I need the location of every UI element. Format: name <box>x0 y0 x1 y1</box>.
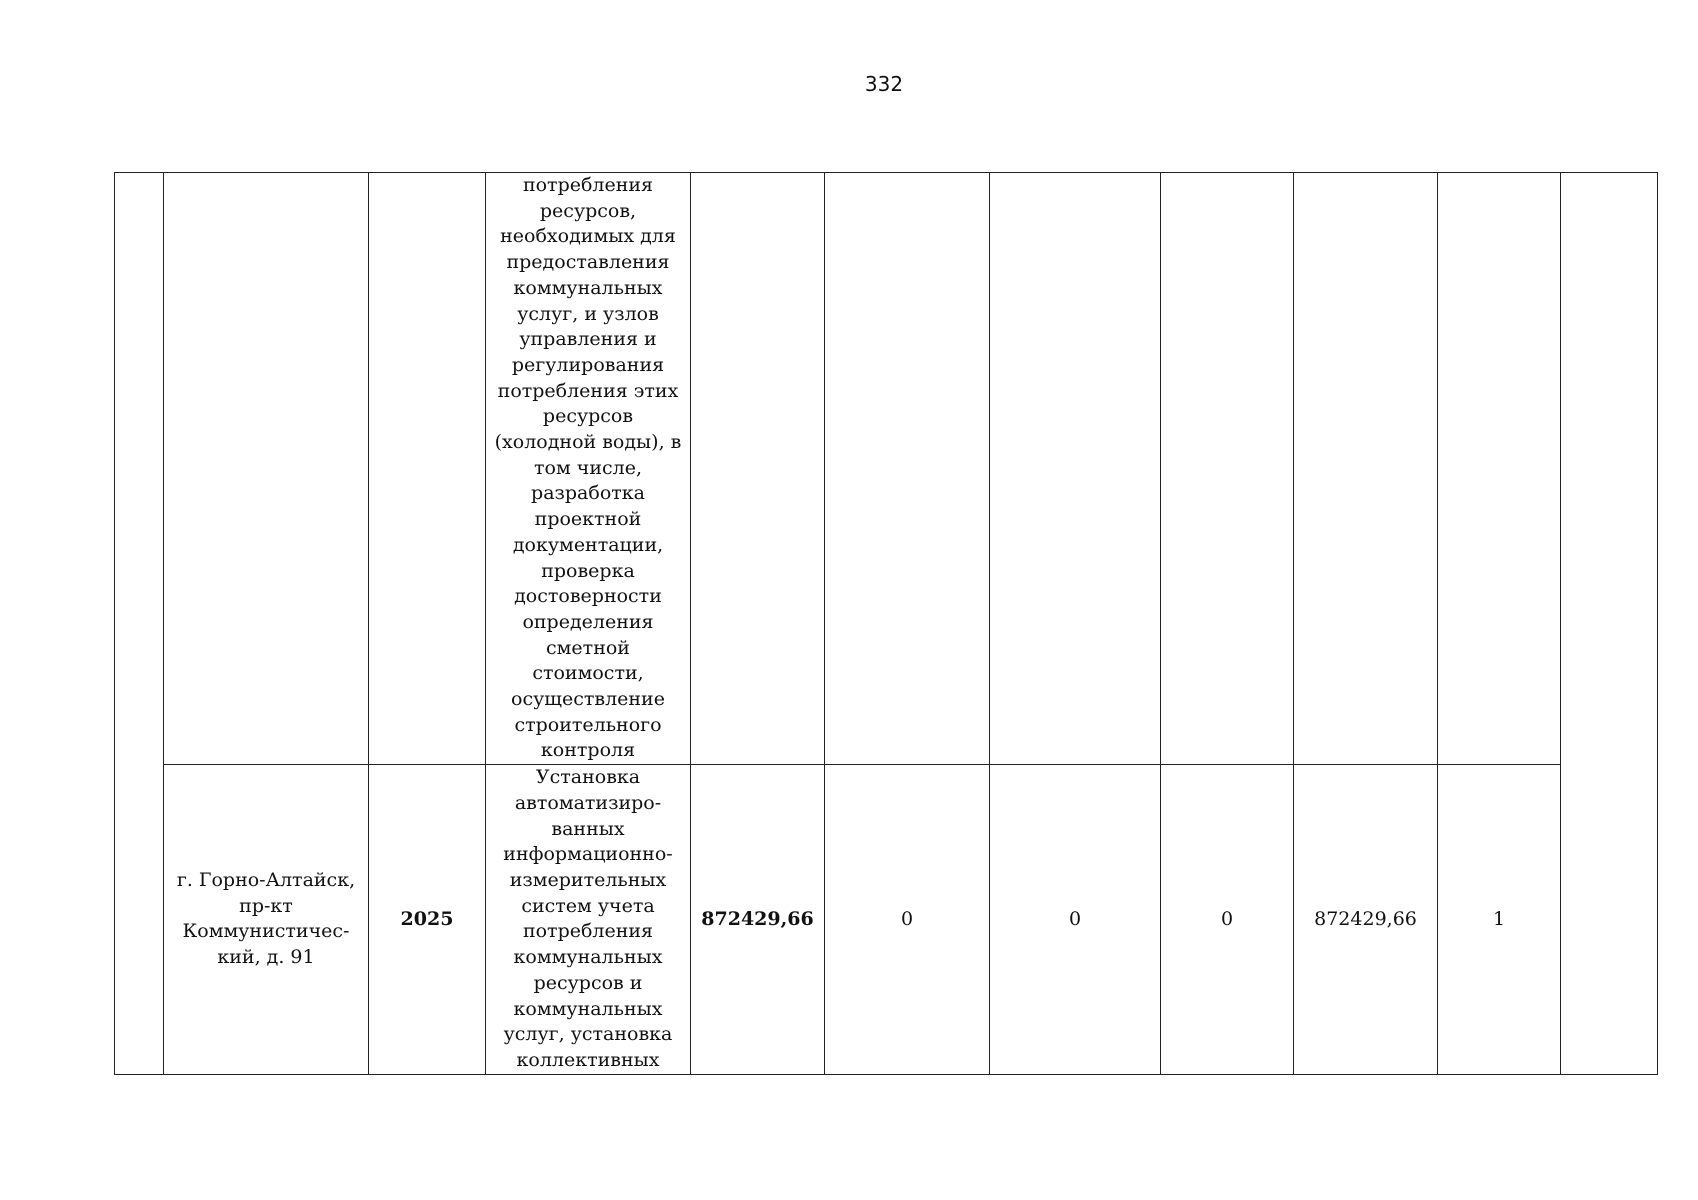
page-number: 332 <box>864 72 904 96</box>
work-description-text <box>486 765 690 1073</box>
work-description-text <box>486 173 690 764</box>
address-line: г. Горно-Алтайск, <box>176 868 356 891</box>
cost-cell-c <box>1161 173 1294 765</box>
description-line: управления и <box>519 328 657 351</box>
description-line: потребления <box>522 174 654 196</box>
address-cell <box>164 173 369 765</box>
description-line: Установка <box>535 766 641 789</box>
cost-cell-b: 0 <box>990 765 1161 1074</box>
year-cell: 2025 <box>369 765 486 1074</box>
address-line: кий, д. 91 <box>217 946 315 969</box>
description-line: ресурсов, <box>539 199 637 222</box>
work-description-cell <box>486 173 691 765</box>
description-line: достоверности <box>514 585 662 608</box>
description-line: строительного <box>514 713 662 736</box>
description-line: ресурсов <box>542 405 634 428</box>
description-line: предоставления <box>506 251 670 274</box>
description-line: проектной <box>534 508 642 531</box>
description-line: ванных <box>551 817 625 840</box>
description-line: информационно- <box>503 843 673 866</box>
description-line: определения <box>522 610 654 633</box>
description-line: контроля <box>540 739 636 762</box>
description-line: систем учета <box>521 894 655 917</box>
description-line: коммунальных <box>513 997 663 1020</box>
work-description-cell <box>486 765 691 1074</box>
cost-cell-a: 0 <box>825 765 990 1074</box>
description-line: услуг, и узлов <box>517 302 659 325</box>
count-cell <box>1438 173 1561 765</box>
address-line: Коммунистичес- <box>182 920 350 943</box>
description-line: коллективных <box>516 1048 660 1071</box>
description-line: потребления <box>522 920 654 943</box>
cost-cell-d: 872429,66 <box>1294 765 1438 1074</box>
description-line: сметной <box>546 636 630 659</box>
table-row <box>115 173 1658 765</box>
description-line: документации, <box>512 533 664 556</box>
description-line: потребления этих <box>497 379 679 402</box>
number-cell <box>115 173 164 1075</box>
description-line: необходимых для <box>500 225 676 248</box>
description-line: ресурсов и <box>533 971 643 994</box>
description-line: проверка <box>541 559 635 582</box>
total-cost-cell: 872429,66 <box>691 765 825 1074</box>
description-line: том числе, <box>534 456 642 479</box>
description-line: осуществление <box>511 688 665 711</box>
address-cell <box>164 765 369 1074</box>
description-line: регулирования <box>511 353 665 376</box>
cost-cell-c: 0 <box>1161 765 1294 1074</box>
cost-cell-a <box>825 173 990 765</box>
description-line: разработка <box>531 482 645 505</box>
description-line: стоимости, <box>532 662 644 685</box>
cost-cell-b <box>990 173 1161 765</box>
description-line: услуг, установка <box>503 1023 673 1046</box>
description-line: автоматизиро- <box>514 791 662 814</box>
total-cost-cell <box>691 173 825 765</box>
cost-cell-d <box>1294 173 1438 765</box>
works-table <box>114 172 1658 1075</box>
note-cell <box>1561 173 1658 1075</box>
year-cell <box>369 173 486 765</box>
description-line: (холодной воды), в <box>494 431 682 454</box>
description-line: измерительных <box>509 868 667 891</box>
description-line: коммунальных <box>513 946 663 969</box>
count-cell: 1 <box>1438 765 1561 1074</box>
address-line: пр-кт <box>239 894 293 917</box>
description-line: коммунальных <box>513 276 663 299</box>
table-row <box>115 765 1658 1074</box>
